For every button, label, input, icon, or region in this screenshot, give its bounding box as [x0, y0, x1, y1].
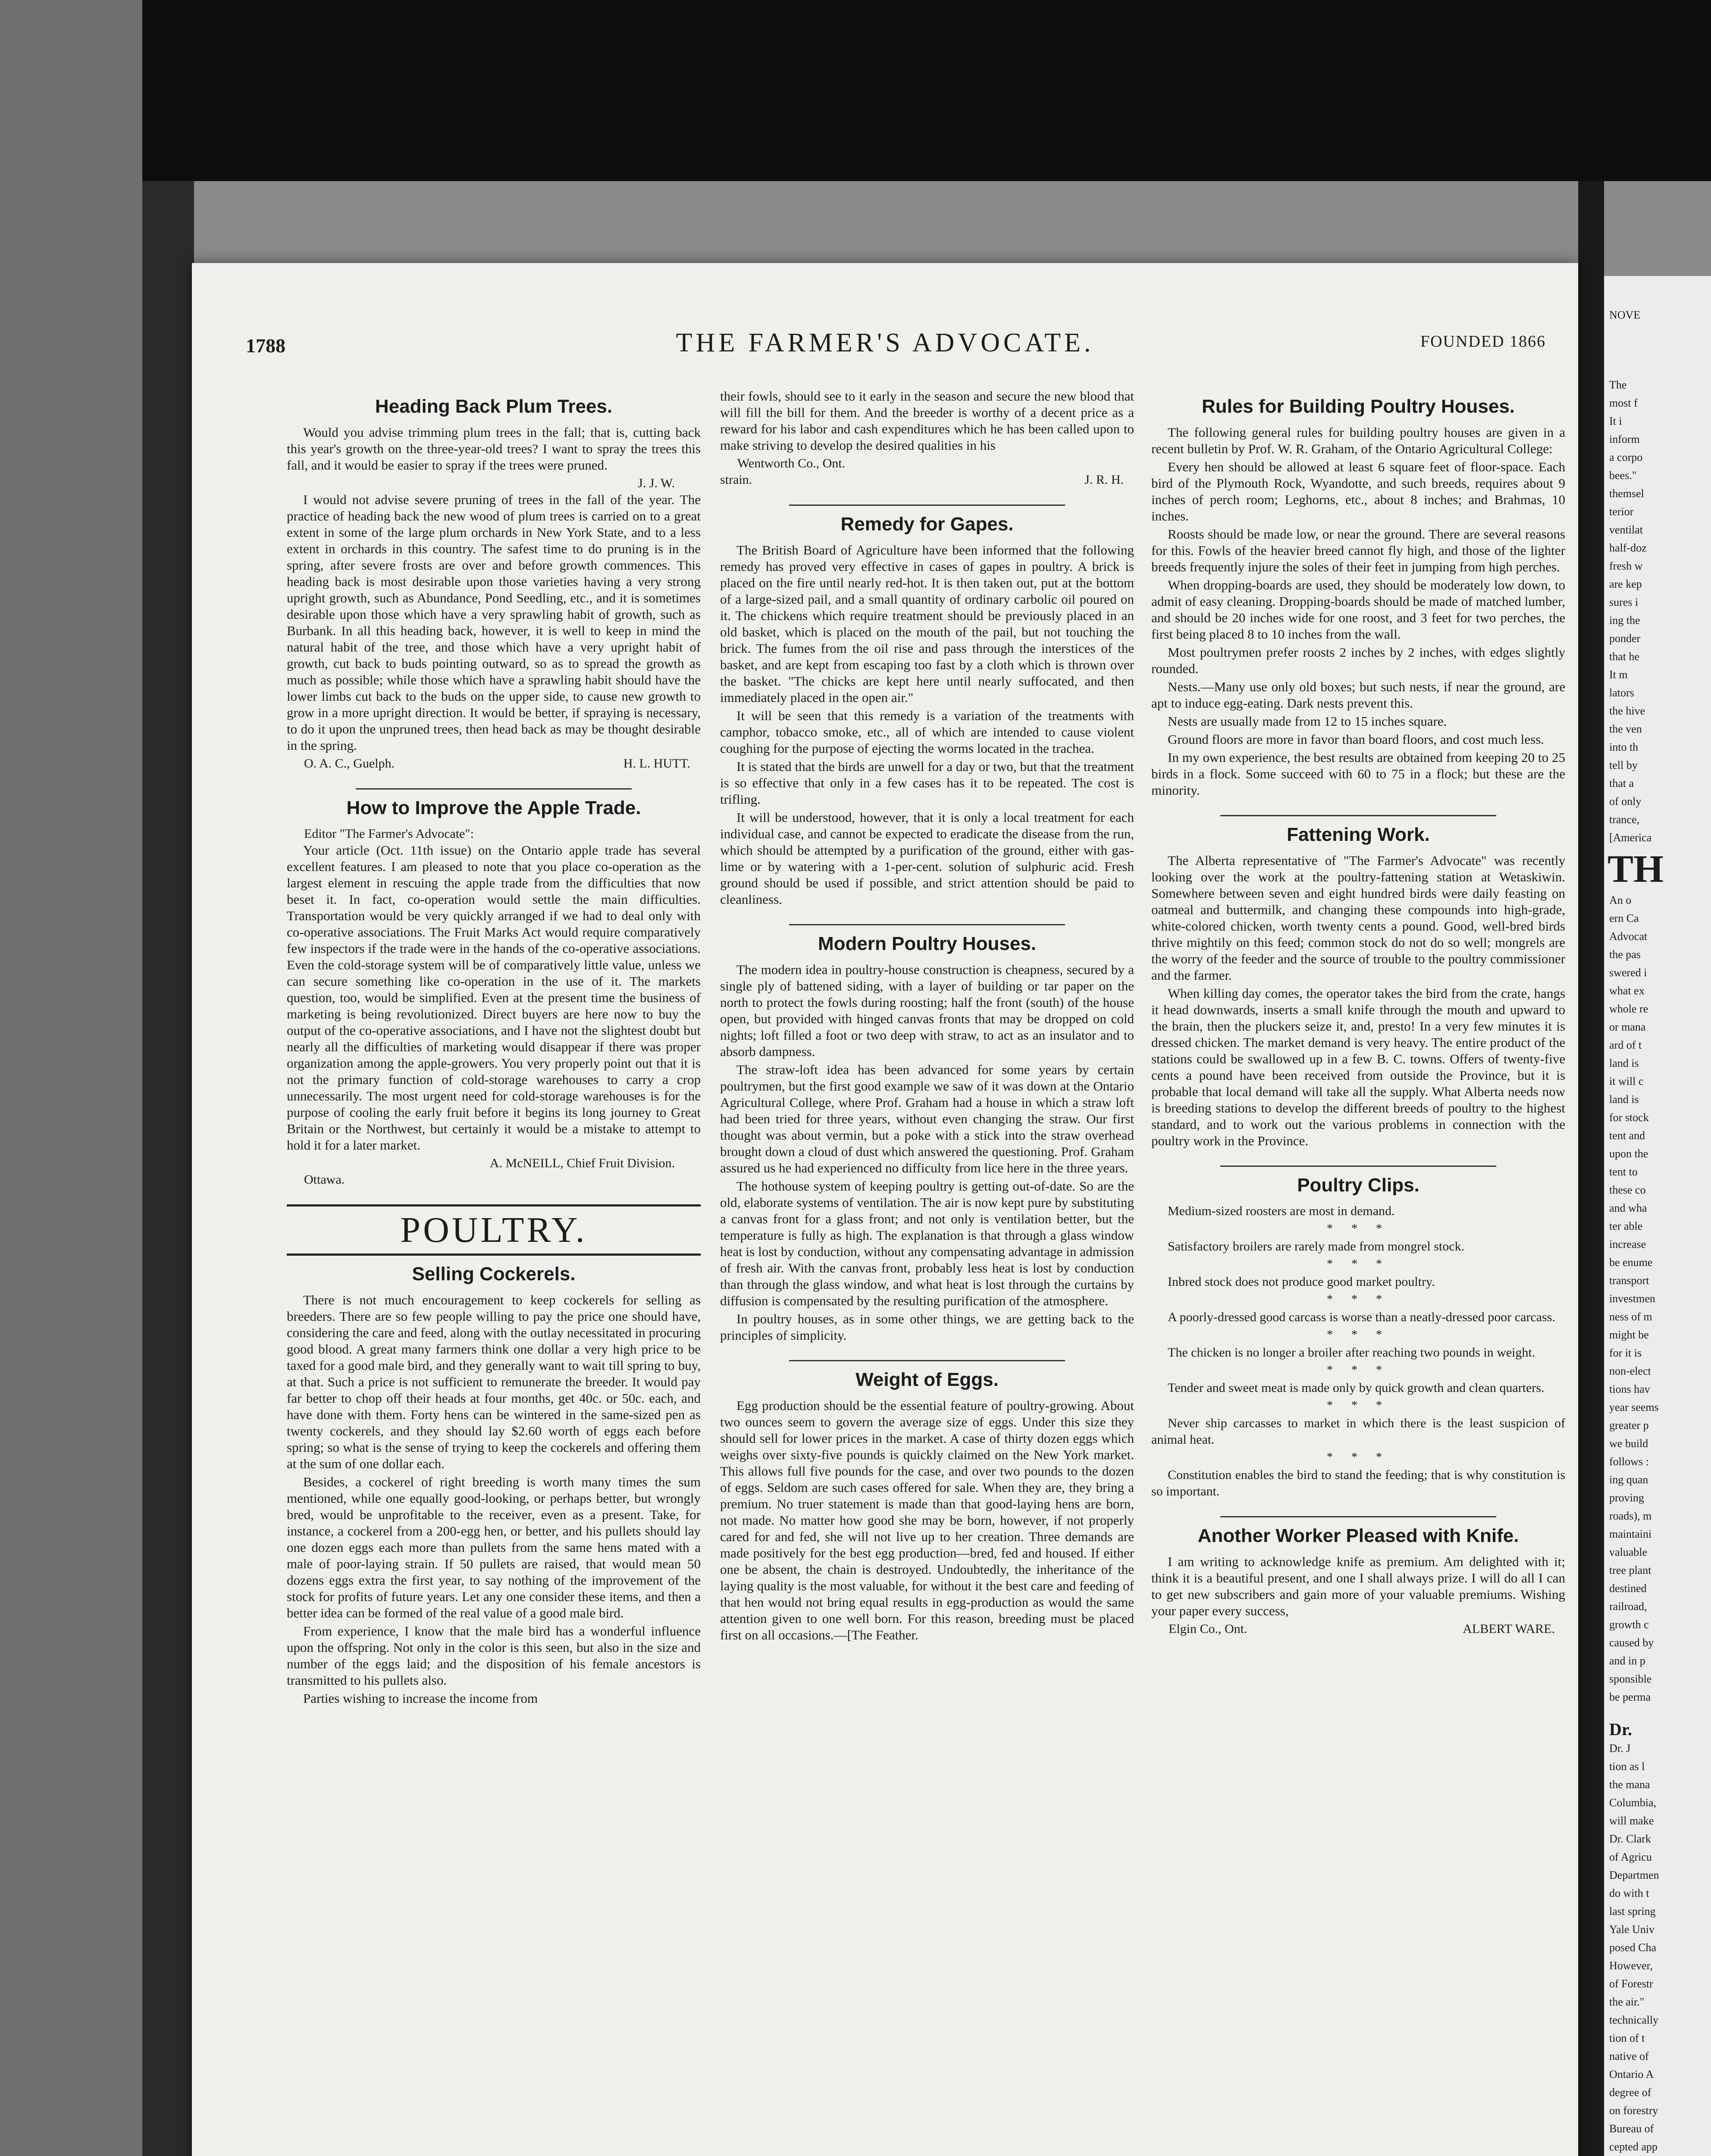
- adjacent-line: investmen: [1609, 1292, 1655, 1305]
- adjacent-line: and wha: [1609, 1202, 1647, 1214]
- adjacent-line: year seems: [1609, 1401, 1659, 1413]
- adjacent-line: tree plant: [1609, 1564, 1651, 1576]
- divider: [1220, 1516, 1496, 1517]
- adjacent-line: half-doz: [1609, 542, 1647, 554]
- divider: [1220, 815, 1496, 816]
- paragraph: Egg production should be the essential feature of poultry-growing. About two ounces seem to govern the average size of eggs. Under this size they should sell for lower prices in the market. A case of thirty dozen eggs which weighs over sixty-five pounds is quickly claimed on the New York market. This allows full five pounds for the case, and over two pounds to the dozen of eggs. Seldom are such cases offered for sale. When they are, they bring a premium. No truer statement is made than that good-laying hens are born, not made. No matter how good she may be born, however, if not properly cared for and fed, she will not live up to her creation. Three demands are made positively for the best egg production—bred, fed and housed. If either one be absent, the chain is destroyed. Undoubtedly, the inheritance of the laying quality is the most valuable, for without it the best care and feeding of that hen would not bring equal results in egg-production as would the same attention given to one well born. For this reason, breeding must be placed first on all occasions.—[The Feather.: [720, 1398, 1134, 1642]
- clip-item: Constitution enables the bird to stand the feeding; that is why constitution is so important.: [1151, 1468, 1565, 1498]
- adjacent-line: bees.": [1609, 469, 1637, 482]
- section-heading-poultry: POULTRY.: [287, 1204, 701, 1256]
- article-knife-letter: [1151, 1525, 1565, 1637]
- adjacent-line: be enume: [1609, 1256, 1653, 1269]
- paragraph: When dropping-boards are used, they should be moderately low down, to admit of easy cleaning. Dropping-boards should be made of matched lumber, and should be 20 inches wide for one roost, and 3 feet for two perches, the first being placed 8 to 10 inches from the wall.: [1151, 577, 1565, 642]
- adjacent-line: Ontario A: [1609, 2068, 1654, 2081]
- adjacent-line: The: [1609, 379, 1627, 391]
- adjacent-column-fragment: [1604, 1739, 1711, 2156]
- adjacent-line: last spring: [1609, 1905, 1656, 1918]
- separator-stars: * * *: [1327, 1399, 1390, 1412]
- adjacent-line: ard of t: [1609, 1039, 1642, 1051]
- separator-stars: * * *: [1327, 1451, 1390, 1464]
- clip-item: Inbred stock does not produce good market poultry.: [1168, 1275, 1435, 1289]
- paragraph: Besides, a cockerel of right breeding is worth many times the sum mentioned, while one equally good-looking, or perhaps better, but wrongly bred, would be unprofitable to the receiver, even as a present. Take, for instance, a cockerel from a 200-egg hen, or better, and his pullets should lay one dozen eggs each more than pullets from the same hens mated with a male of poor-laying strain. If 50 pullets are raised, that would mean 50 dozens eggs extra the first year, to say nothing of the improvement of the stock for profits of future years. Let any one consider these items, and then a better idea can be formed of the real value of a good male bird.: [287, 1474, 701, 1620]
- clip-item: Never ship carcasses to market in which there is the least suspicion of animal heat.: [1151, 1416, 1565, 1447]
- adjacent-line: ing the: [1609, 614, 1640, 627]
- article-title: Heading Back Plum Trees.: [375, 396, 613, 417]
- article-poultry-clips: [1151, 1175, 1565, 1500]
- adjacent-line: valuable: [1609, 1546, 1648, 1558]
- adjacent-line: greater p: [1609, 1419, 1649, 1432]
- adjacent-line: for it is: [1609, 1347, 1642, 1359]
- column-1: [287, 388, 701, 1723]
- author-place: Elgin Co., Ont.: [1169, 1622, 1247, 1636]
- paragraph: their fowls, should see to it early in the season and secure the new blood that will fill the bill for them. And the breeder is worthy of a decent price as a reward for his labor and cash expenditures which he has been called upon to make striving to develop the desired qualities in his: [720, 389, 1134, 453]
- column-3: [1151, 388, 1565, 1654]
- adjacent-line: will make: [1609, 1814, 1654, 1827]
- salutation: Editor "The Farmer's Advocate":: [304, 827, 474, 841]
- adjacent-line: upon the: [1609, 1147, 1648, 1160]
- film-border-left: [0, 0, 142, 2156]
- adjacent-line: that he: [1609, 650, 1640, 663]
- article-selling-cockerels: [287, 1263, 701, 1707]
- adjacent-line: we build: [1609, 1437, 1648, 1450]
- adjacent-line: An o: [1609, 894, 1632, 906]
- paragraph: I am writing to acknowledge knife as premium. Am delighted with it; think it is a beautiful present, and one I shall always prize. I will do all I can to get new subscribers and gain more of your valuable premiums. Wishing your paper every success,: [1151, 1554, 1565, 1618]
- page-number: 1788: [246, 335, 285, 357]
- divider: [1220, 1166, 1496, 1167]
- adjacent-line: a corpo: [1609, 451, 1643, 464]
- paragraph: It will be seen that this remedy is a variation of the treatments with camphor, tobacco smoke, etc., all of which are intended to cause violent coughing for the purpose of ejecting the worms located in the trachea.: [720, 708, 1134, 756]
- adjacent-line: Dr. J: [1609, 1742, 1631, 1755]
- article-weight-of-eggs: [720, 1369, 1134, 1643]
- article-title: Rules for Building Poultry Houses.: [1201, 396, 1515, 417]
- question-text: Would you advise trimming plum trees in the fall; that is, cutting back this year's growth on the three-year-old trees? I want to spray the trees this fall, and it would be easier to spray if the trees were pruned.: [287, 425, 701, 473]
- adjacent-line: [America: [1609, 831, 1652, 844]
- paragraph: Nests.—Many use only old boxes; but such nests, if near the ground, are apt to induce egg-eating. Dark nests prevent this.: [1151, 679, 1565, 711]
- adjacent-line: increase: [1609, 1238, 1646, 1250]
- adjacent-line: of only: [1609, 795, 1642, 808]
- answer-text: I would not advise severe pruning of trees in the fall of the year. The practice of heading back the new wood of plum trees is carried on to a great extent in some of the large plum orchards in New York State, and to a less extent in orchards in this country. The safest time to do pruning is in the spring, after severe frosts are over and before growth commences. This heading back is most desirable upon those varieties having a very strong upright growth, such as Abundance, Pond Seedling, etc., and it is sometimes desirable upon those which have a very sprawling habit of growth, such as Burbank. In all this heading back, however, it is well to keep in mind the natural habit of the tree, and those which have a very upright habit of growth, cut back to buds pointing outward, so as to spread the growth as much as possible; while those which have a sprawling habit should have the lower limbs cut back to the buds on the upper side, to cause new growth to grow in a more upright direction. It would be better, if spraying is necessary, to do it upon the unpruned trees, then head back as may be thought desirable in the spring.: [287, 492, 701, 753]
- author-place: Ottawa.: [304, 1172, 345, 1187]
- adjacent-line: themsel: [1609, 487, 1644, 500]
- adjacent-line: of Agricu: [1609, 1851, 1652, 1863]
- adjacent-line: trance,: [1609, 813, 1640, 826]
- divider: [789, 1360, 1065, 1361]
- signature-line: [720, 472, 1134, 488]
- article-title: Poultry Clips.: [1297, 1175, 1420, 1196]
- separator-stars: * * *: [1327, 1363, 1390, 1377]
- signature-line: [1151, 1621, 1565, 1637]
- adjacent-column-fragment: [1604, 376, 1711, 847]
- adjacent-line: tion of t: [1609, 2032, 1645, 2044]
- adjacent-line: and in p: [1609, 1655, 1645, 1667]
- separator-stars: * * *: [1327, 1328, 1390, 1341]
- paragraph: The modern idea in poultry-house construction is cheapness, secured by a single ply of battened siding, with a layer of building or tar paper on the north to protect the fowls during roosting; half the front (south) of the house open, but provided with hinged canvas fronts that may be dropped on cold nights; loft filled a foot or two deep with straw, to act as an insulator and to absorb dampness.: [720, 962, 1134, 1059]
- clip-item: The chicken is no longer a broiler after reaching two pounds in weight.: [1168, 1345, 1536, 1360]
- clip-item: Medium-sized roosters are most in demand.: [1168, 1204, 1395, 1218]
- adjacent-line: Departmen: [1609, 1869, 1659, 1881]
- answer-place: O. A. C., Guelph.: [304, 756, 395, 771]
- clip-item: Tender and sweet meat is made only by quick growth and clean quarters.: [1168, 1381, 1545, 1395]
- answer-signature: [287, 755, 701, 772]
- page-gap: [1578, 181, 1604, 2156]
- adjacent-line: posed Cha: [1609, 1941, 1657, 1954]
- paragraph: The British Board of Agriculture have been informed that the following remedy has proved very effective in cases of gapes in poultry. A brick is placed on the fire until nearly red-hot. It is then taken out, put at the bottom of a large-sized pail, and a small quantity of ordinary carbolic oil poured on it. The chickens which require treatment should be previously placed in an old basket, which is placed on the mouth of the pail, but not touching the brick. The fumes from the oil rise and pass through the interstices of the basket, and are kept from escaping too fast by a cloth which is thrown over the basket. "The chicks are kept here until nearly suffocated, and then immediately placed in the open air.": [720, 542, 1134, 705]
- paragraph: When killing day comes, the operator takes the bird from the crate, hangs it head downwards, inserts a small knife through the mouth and upward to the brain, then the pluckers seize it, and, presto! In a very few minutes it is dressed chicken. The market demand is very heavy. The entire product of the stations could be swallowed up in a few B. C. towns. Offers of twenty-five cents a pound have been received from outside the Province, but it is probable that local demand will take all the supply. What Alberta needs now is breeding stations to develop the different breeds of poultry to the highest standard, and to work out the various problems in connection with the poultry work in the Province.: [1151, 986, 1565, 1148]
- paragraph: Every hen should be allowed at least 6 square feet of floor-space. Each bird of the Plymouth Rock, Wyandotte, and such breeds, requires about 9 inches of perch room; Leghorns, etc., about 8 inches; and Brahmas, 10 inches.: [1151, 459, 1565, 523]
- adjacent-line: might be: [1609, 1329, 1649, 1341]
- author-name: ALBERT WARE.: [1463, 1622, 1555, 1636]
- adjacent-subheading: Dr.: [1609, 1720, 1632, 1739]
- paragraph: Roosts should be made low, or near the ground. There are several reasons for this. Fowls of the heavier breed cannot fly high, and those of the lighter breeds frequently injure the soles of their feet in jumping from high perches.: [1151, 526, 1565, 574]
- adjacent-line: Yale Univ: [1609, 1923, 1655, 1936]
- adjacent-heading: TH: [1608, 848, 1664, 890]
- article-title: How to Improve the Apple Trade.: [346, 797, 641, 818]
- adjacent-line: for stock: [1609, 1111, 1649, 1124]
- adjacent-line: ness of m: [1609, 1310, 1652, 1323]
- adjacent-line: ern Ca: [1609, 912, 1639, 924]
- adjacent-line: proving: [1609, 1492, 1644, 1504]
- adjacent-line: sures i: [1609, 596, 1639, 608]
- founded-line: FOUNDED 1866: [1420, 332, 1546, 351]
- adjacent-line: It i: [1609, 415, 1622, 427]
- paragraph: Ground floors are more in favor than board floors, and cost much less.: [1168, 732, 1544, 747]
- adjacent-line: sponsible: [1609, 1673, 1652, 1685]
- adjacent-line: the hive: [1609, 705, 1645, 717]
- adjacent-line: what ex: [1609, 984, 1645, 997]
- article-title: Remedy for Gapes.: [840, 514, 1014, 535]
- page-header: [192, 263, 1578, 357]
- adjacent-line: inform: [1609, 433, 1640, 445]
- adjacent-line: native of: [1609, 2050, 1649, 2062]
- adjacent-page-edge: [1604, 276, 1711, 2156]
- adjacent-line: Bureau of: [1609, 2122, 1654, 2135]
- adjacent-line: ponder: [1609, 632, 1641, 645]
- adjacent-line: land is: [1609, 1057, 1639, 1069]
- divider: [356, 788, 632, 790]
- adjacent-line: these co: [1609, 1184, 1646, 1196]
- adjacent-line: cepted app: [1609, 2140, 1658, 2153]
- article-title: Weight of Eggs.: [856, 1369, 999, 1390]
- article-fattening-work: [1151, 824, 1565, 1149]
- adjacent-line: growth c: [1609, 1618, 1649, 1631]
- adjacent-line: tions hav: [1609, 1383, 1650, 1395]
- article-building-rules: [1151, 396, 1565, 799]
- adjacent-line: whole re: [1609, 1003, 1648, 1015]
- paragraph: There is not much encouragement to keep cockerels for selling as breeders. There are so few people willing to pay the price one should have, considering the care and feed, along with the outlay necessitated in procuring good blood. A great many farmers think one dollar a very high price to be taxed for a good male bird, and they generally want to wait till spring to buy, at that. Such a price is not sufficient to remunerate the breeder. It would pay far better to chop off their heads at four months, get 40c. or 50c. each, and have done with them. Forty hens can be wintered in the same-sized pen as twenty cockerels, and they should lay $2.60 worth of eggs each before spring; so what is the sense of trying to keep the cockerels and offering them at the sum of one dollar each.: [287, 1292, 701, 1471]
- paragraph: Parties wishing to increase the income from: [303, 1691, 538, 1706]
- adjacent-line: Advocat: [1609, 930, 1648, 943]
- adjacent-line: it will c: [1609, 1075, 1644, 1087]
- article-title: Selling Cockerels.: [412, 1263, 576, 1285]
- adjacent-line: or mana: [1609, 1021, 1646, 1033]
- adjacent-line: tell by: [1609, 759, 1638, 771]
- adjacent-line: It m: [1609, 668, 1628, 681]
- adjacent-line: that a: [1609, 777, 1634, 790]
- adjacent-line: ing quan: [1609, 1473, 1648, 1486]
- paragraph: The following general rules for building poultry houses are given in a recent bulletin by Prof. W. R. Graham, of the Ontario Agricultural College:: [1151, 425, 1565, 456]
- adjacent-line: be perma: [1609, 1691, 1651, 1703]
- adjacent-line: on forestry: [1609, 2104, 1658, 2117]
- masthead: THE FARMER'S ADVOCATE.: [676, 328, 1094, 357]
- adjacent-line: fresh w: [1609, 560, 1643, 572]
- article-apple-trade: [287, 797, 701, 1188]
- adjacent-column-fragment: [1604, 891, 1711, 1706]
- adjacent-line: tent to: [1609, 1166, 1638, 1178]
- adjacent-line: swered i: [1609, 966, 1647, 979]
- adjacent-line: the ven: [1609, 723, 1642, 735]
- adjacent-line: the mana: [1609, 1778, 1650, 1791]
- newspaper-page: [192, 263, 1578, 2156]
- paragraph: In poultry houses, as in some other things, we are getting back to the principles of simplicity.: [720, 1311, 1134, 1343]
- author-signature: A. McNEILL, Chief Fruit Division.: [489, 1156, 675, 1170]
- paragraph: In my own experience, the best results are obtained from keeping 20 to 25 birds in a flock. Some succeed with 60 to 75 in a flock; but these are the minority.: [1151, 750, 1565, 798]
- adjacent-line: terior: [1609, 505, 1634, 518]
- adjacent-line: the air.": [1609, 1996, 1645, 2008]
- paragraph: The Alberta representative of "The Farmer's Advocate" was recently looking over the work at the poultry-fattening station at Wetaskiwin. Somewhere between seven and eight hundred birds were daily feasting on oatmeal and buttermilk, and changing these compounds into high-grade, white-colored chicken, worth twenty cents a pound. Good, well-bred birds thrive mightily on this feed; common stock do not do so well; mongrels are the worry of the feeder and the source of trouble to the poultry commissioner and the farmer.: [1151, 853, 1565, 983]
- adjacent-header: NOVE: [1609, 309, 1641, 321]
- article-gapes: [720, 514, 1134, 908]
- clip-item: Satisfactory broilers are rarely made from mongrel stock.: [1168, 1239, 1465, 1253]
- paragraph: Most poultrymen prefer roosts 2 inches by 2 inches, with edges slightly rounded.: [1151, 645, 1565, 676]
- article-plum-trees: [287, 396, 701, 772]
- adjacent-line: railroad,: [1609, 1600, 1647, 1613]
- adjacent-line: non-elect: [1609, 1365, 1651, 1377]
- column-2: [720, 388, 1134, 1660]
- adjacent-line: most f: [1609, 397, 1638, 409]
- question-signature: J. J. W.: [638, 476, 675, 490]
- paragraph: The straw-loft idea has been advanced for some years by certain poultrymen, but the first good example we saw of it was down at the Ontario Agricultural College, where Prof. Graham had a house in which a straw loft had been tried for three years, without even changing the straw. Our first thought was about vermin, but a poke with a stick into the straw overhead brought down a cloud of dust which answered the questioning. Prof. Graham assured us he had experienced no difficulty from lice here in the three years.: [720, 1062, 1134, 1175]
- paragraph: From experience, I know that the male bird has a wonderful influence upon the offspring. Not only in the color is this seen, but also in the size and number of the eggs laid; and the disposition of his female ancestors is transmitted to his pullets also.: [287, 1623, 701, 1688]
- adjacent-line: tent and: [1609, 1129, 1645, 1142]
- adjacent-line: However,: [1609, 1959, 1653, 1972]
- closing-word: strain.: [720, 473, 752, 487]
- adjacent-line: ventilat: [1609, 523, 1643, 536]
- adjacent-line: tion as l: [1609, 1760, 1645, 1773]
- paragraph: Nests are usually made from 12 to 15 inches square.: [1168, 714, 1447, 729]
- author-initials: J. R. H.: [1084, 473, 1124, 487]
- paragraph: It is stated that the birds are unwell for a day or two, but that the treatment is so effective that only in a few cases has it to be repeated. The cost is trifling.: [720, 759, 1134, 807]
- adjacent-line: into th: [1609, 741, 1639, 753]
- adjacent-line: lators: [1609, 686, 1634, 699]
- article-poultry-houses: [720, 933, 1134, 1344]
- divider: [789, 505, 1065, 506]
- paragraph: It will be understood, however, that it is only a local treatment for each individual case, and cannot be expected to eradicate the disease from the run, which should be attempted by a purification of the ground, either with gas-lime or by watering with a 1-per-cent. solution of sulphuric acid. Fresh ground should be used if possible, and strict attention should be paid to cleanliness.: [720, 810, 1134, 907]
- adjacent-line: Columbia,: [1609, 1796, 1657, 1809]
- paragraph: The hothouse system of keeping poultry is getting out-of-date. So are the old, elaborate systems of ventilation. The air is now kept pure by substituting a canvas front for a glass front; and not only is ventilation better, but the temperature is fully as high. The explanation is that through a glass window heat is lost by conduction, without any compensating advantage in admission of fresh air. With the canvas front, probably less heat is lost by conduction than through the glass window, and what heat is lost through the curtains by diffusion is compensated by the resulting purification of the atmosphere.: [720, 1178, 1134, 1308]
- adjacent-line: the pas: [1609, 948, 1641, 961]
- separator-stars: * * *: [1327, 1293, 1390, 1306]
- adjacent-line: destined: [1609, 1582, 1647, 1595]
- adjacent-line: of Forestr: [1609, 1977, 1653, 1990]
- article-body: Your article (Oct. 11th issue) on the Ontario apple trade has several excellent features. I am pleased to note that you place co-operation as the largest element in rescuing the apple trade from the difficulties that now beset it. In fact, co-operation would settle the main difficulties. Transportation would be very quickly arranged if we had to deal only with co-operative associations. The Fruit Marks Act would require comparatively few inspectors if the trade were in the hands of the co-operative associations. Even the cold-storage system will be of comparatively little value, unless we can secure something like co-operation in the use of it. The markets question, too, would be simplified. Even at the present time the business of marketing is being revolutionized. Direct buyers are here now to buy the output of the co-operative associations, and I have not the slightest doubt but nearly all the difficulties of marketing would disappear if there was proper organization among the apple-growers. You very properly point out that it is not the primary function of cold-storage warehouses to carry a crop unnecessarily. The most urgent need for cold-storage warehouses is for the purpose of cooling the early fruit before it begins its long journey to Great Britain or the Northwest, but certainly it would be a mistake to attempt to hold it for a later market.: [287, 843, 701, 1153]
- separator-stars: * * *: [1327, 1257, 1390, 1271]
- article-title: Modern Poultry Houses.: [818, 933, 1037, 954]
- divider: [789, 924, 1065, 925]
- separator-stars: * * *: [1327, 1222, 1390, 1235]
- answer-author: H. L. HUTT.: [623, 756, 690, 771]
- clip-item: A poorly-dressed good carcass is worse than a neatly-dressed poor carcass.: [1168, 1310, 1555, 1324]
- adjacent-line: maintaini: [1609, 1528, 1652, 1540]
- article-title: Another Worker Pleased with Knife.: [1197, 1525, 1519, 1546]
- adjacent-line: roads), m: [1609, 1510, 1652, 1522]
- adjacent-line: degree of: [1609, 2086, 1651, 2099]
- adjacent-line: technically: [1609, 2014, 1659, 2026]
- adjacent-line: caused by: [1609, 1636, 1654, 1649]
- author-place: Wentworth Co., Ont.: [737, 456, 846, 470]
- adjacent-line: do with t: [1609, 1887, 1649, 1899]
- film-border-top: [0, 0, 1711, 181]
- article-title: Fattening Work.: [1287, 824, 1430, 845]
- adjacent-line: Dr. Clark: [1609, 1833, 1651, 1845]
- binding-shadow: [142, 181, 194, 2156]
- adjacent-line: are kep: [1609, 578, 1642, 590]
- adjacent-line: transport: [1609, 1274, 1649, 1287]
- adjacent-line: ter able: [1609, 1220, 1643, 1232]
- article-continuation: [720, 388, 1134, 488]
- adjacent-line: follows :: [1609, 1455, 1649, 1468]
- adjacent-line: land is: [1609, 1093, 1639, 1106]
